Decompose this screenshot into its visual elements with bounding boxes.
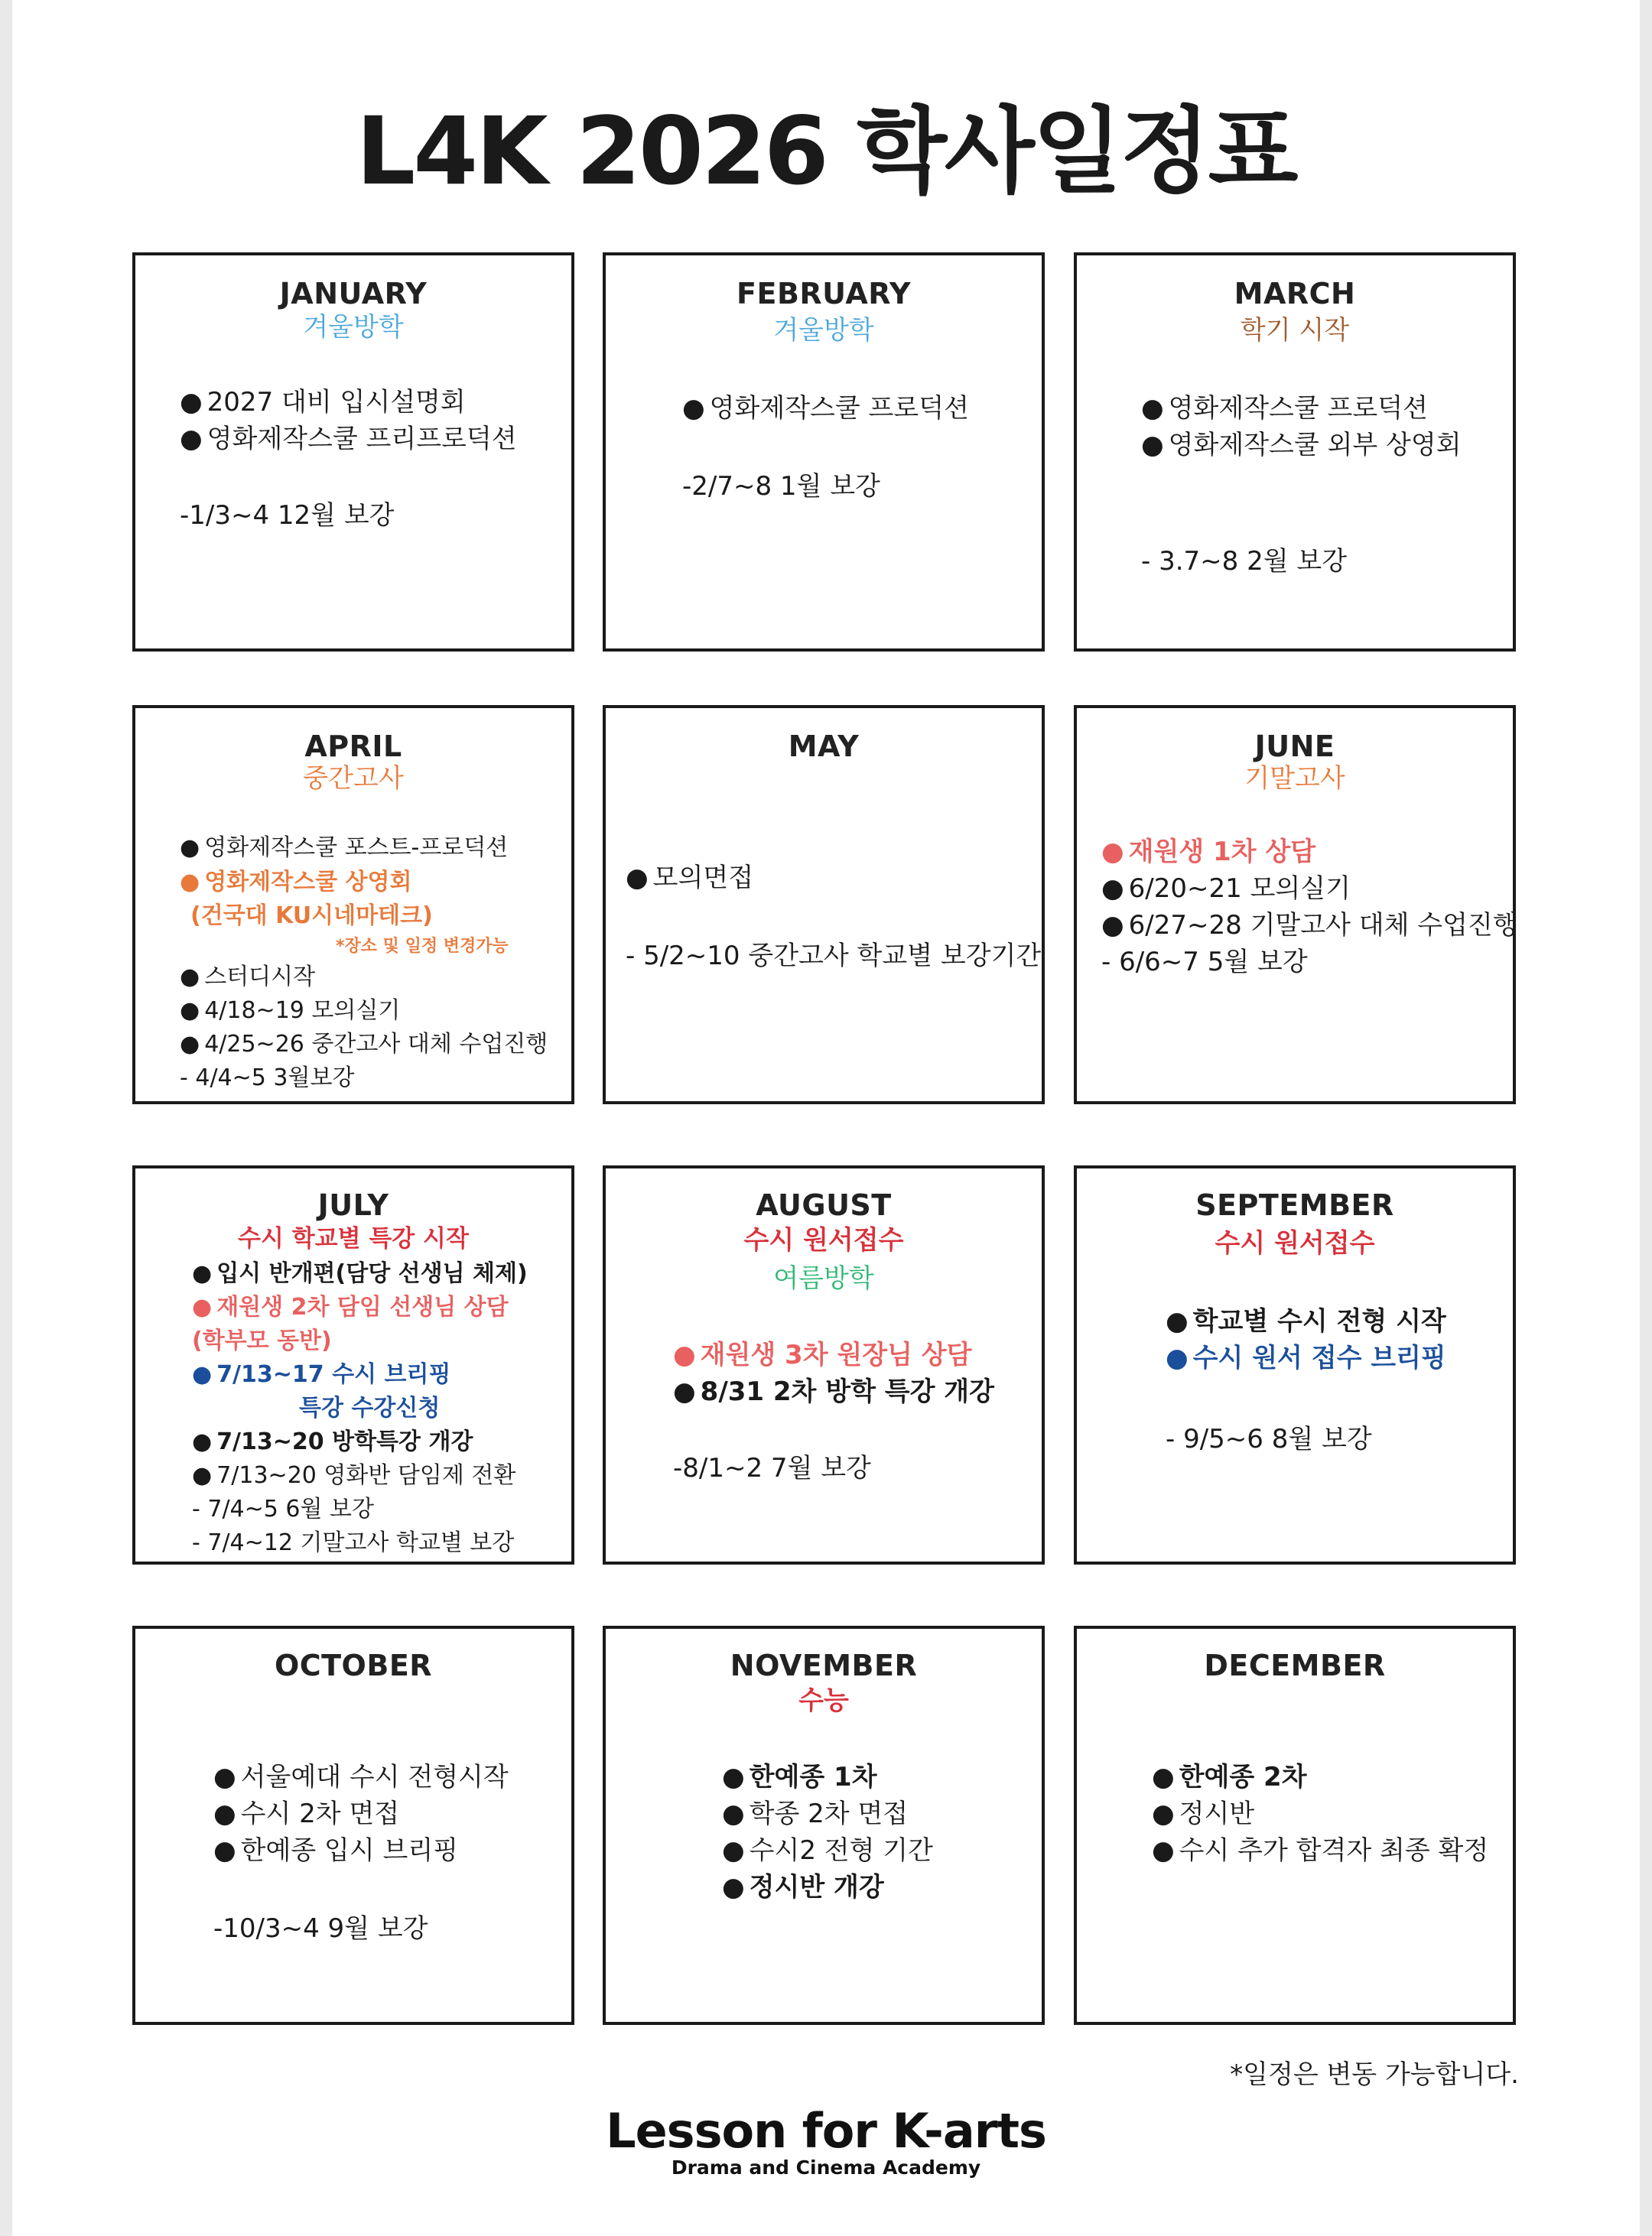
logo-tagline: Drama and Cinema Academy [671,2156,981,2179]
month-name: NOVEMBER [730,1649,918,1682]
bullet-icon: ● [673,1376,696,1407]
bullet-icon: ● [722,1762,745,1792]
list-item: ● 재원생 3차 원장님 상담 [673,1337,994,1373]
list-item: ● 입시 반개편(담당 선생님 체제) [192,1257,528,1291]
bullet-icon: ● [1141,393,1164,424]
list-item: ● 7/13~17 수시 브리핑 [192,1358,528,1392]
venue-change-note: *장소 및 일정 변경가능 [336,937,509,956]
month-name: JUNE [1254,730,1335,763]
bullet-icon: ● [1101,873,1124,904]
bullet-icon: ● [1166,1343,1189,1373]
event-list [1152,1759,1488,1869]
list-item: ● 2027 대비 입시설명회 [180,384,517,421]
list-item: ● 모의면접 [626,860,753,896]
bullet-icon: ● [1152,1835,1175,1866]
list-item: ● 4/25~26 중간고사 대체 수업진행 [180,1028,548,1061]
month-box-february [603,252,1045,652]
bullet-icon: ● [192,1294,213,1321]
month-box-november [603,1626,1045,2025]
list-item: ● 한예종 입시 브리핑 [213,1832,509,1869]
month-box-december [1074,1626,1516,2025]
makeup-note: - 4/4~5 3월보강 [180,1064,355,1091]
month-name: OCTOBER [274,1649,433,1682]
bullet-icon: ● [192,1462,213,1489]
list-item: ● 6/27~28 기말고사 대체 수업진행 [1101,907,1518,944]
month-subtitle: 수능 [798,1685,849,1716]
list-item: ● 재원생 2차 담임 선생님 상담 [192,1291,528,1324]
list-item: (학부모 동반) [192,1328,332,1354]
list-item: ● 영화제작스쿨 프로덕션 [682,390,969,427]
month-box-august [603,1165,1045,1565]
bullet-icon: ● [722,1872,745,1903]
bullet-icon: ● [180,424,203,454]
makeup-note: - 3.7~8 2월 보강 [1141,546,1348,577]
bullet-icon: ● [673,1340,696,1370]
event-list [1141,390,1462,463]
list-item: ● 영화제작스쿨 상영회 [180,866,548,899]
month-name: APRIL [304,730,402,763]
makeup-note: - 7/4~5 6월 보강 [192,1496,374,1523]
month-subtitle: 수시 원서접수 [743,1225,904,1256]
bullet-icon: ● [192,1260,213,1287]
event-list [722,1759,933,1906]
month-subtitle-secondary: 여름방학 [773,1263,874,1294]
list-item: 특강 수강신청 [299,1395,441,1422]
page-title: L4K 2026 학사일정표 [356,97,1296,206]
makeup-note: -8/1~2 7월 보강 [673,1453,871,1484]
list-item: ● 서울예대 수시 전형시작 [213,1759,509,1796]
logo-wordmark: Lesson for K-arts [606,2103,1046,2159]
month-box-october [132,1626,574,2025]
bullet-icon: ● [1101,910,1124,941]
month-subtitle: 학기 시작 [1240,315,1350,346]
list-item: ● 수시2 전형 기간 [722,1832,933,1869]
makeup-note: - 7/4~12 기말고사 학교별 보강 [192,1529,515,1556]
month-box-march [1074,252,1516,652]
list-item: ● 스터디시작 [180,960,548,994]
bullet-icon: ● [192,1428,213,1455]
event-list [1166,1303,1446,1376]
bullet-icon: ● [1101,837,1124,867]
bullet-icon: ● [180,997,200,1024]
month-box-january [132,252,574,652]
makeup-note: -1/3~4 12월 보강 [180,500,395,531]
month-name: SEPTEMBER [1195,1188,1394,1222]
month-subtitle: 기말고사 [1244,763,1345,794]
list-item: ● 영화제작스쿨 포스트-프로덕션 [180,830,548,866]
month-box-july [132,1165,574,1565]
month-name: JANUARY [279,277,428,310]
bullet-icon: ● [192,1361,213,1388]
makeup-note: - 9/5~6 8월 보강 [1166,1424,1372,1454]
bullet-icon: ● [180,869,200,895]
list-item: ● 한예종 1차 [722,1759,933,1796]
month-name: MAY [788,730,860,763]
bullet-icon: ● [682,393,705,424]
event-list [180,830,548,1095]
list-item: ● 4/18~19 모의실기 [180,994,548,1028]
list-item: ● 영화제작스쿨 프로덕션 [1141,390,1462,427]
makeup-note: - 6/6~7 5월 보강 [1101,947,1308,977]
bullet-icon: ● [213,1835,236,1866]
list-item: ● 7/13~20 방학특강 개강 [192,1425,528,1459]
makeup-note: -10/3~4 9월 보강 [213,1913,428,1944]
event-list [673,1337,994,1410]
bullet-icon: ● [626,863,649,893]
list-item: ● 정시반 개강 [722,1869,933,1906]
month-subtitle: 중간고사 [303,763,404,794]
list-item: ● 학종 2차 면접 [722,1796,933,1832]
month-box-april [132,705,574,1104]
month-subtitle: 겨울방학 [303,312,404,343]
month-subtitle: 수시 학교별 특강 시작 [238,1225,469,1253]
list-item: ● 한예종 2차 [1152,1759,1488,1796]
bullet-icon: ● [213,1799,236,1829]
bullet-icon: ● [213,1762,236,1792]
month-name: JULY [317,1188,389,1222]
bullet-icon: ● [1152,1762,1175,1792]
month-box-september [1074,1165,1516,1565]
month-subtitle: 겨울방학 [773,315,874,346]
list-item: ● 7/13~20 영화반 담임제 전환 [192,1459,528,1493]
list-item: ● 수시 원서 접수 브리핑 [1166,1340,1446,1376]
bullet-icon: ● [180,964,200,990]
event-list [626,860,753,896]
month-name: FEBRUARY [737,277,911,310]
list-item: (건국대 KU시네마테크) [190,902,433,929]
month-name: MARCH [1234,277,1356,310]
event-list [682,390,969,427]
event-list [1101,834,1518,980]
makeup-note: - 5/2~10 중간고사 학교별 보강기간 [626,941,1042,971]
month-subtitle: 수시 원서접수 [1215,1228,1375,1259]
makeup-note: -2/7~8 1월 보강 [682,471,880,502]
list-item: ● 영화제작스쿨 외부 상영회 [1141,427,1462,463]
schedule-change-footnote: *일정은 변동 가능합니다. [1230,2059,1519,2090]
bullet-icon: ● [180,834,200,861]
bullet-icon: ● [722,1835,745,1866]
bullet-icon: ● [722,1799,745,1829]
bullet-icon: ● [180,1031,200,1058]
list-item: ● 6/20~21 모의실기 [1101,870,1518,907]
list-item: ● 수시 추가 합격자 최종 확정 [1152,1832,1488,1869]
bullet-icon: ● [180,387,203,418]
list-item: ● 8/31 2차 방학 특강 개강 [673,1373,994,1410]
month-box-june [1074,705,1516,1104]
month-box-may [603,705,1045,1104]
bullet-icon: ● [1152,1799,1175,1829]
academy-logo [0,2104,1652,2179]
bullet-icon: ● [1141,430,1164,460]
list-item: ● 수시 2차 면접 [213,1796,509,1832]
event-list [192,1257,528,1560]
month-name: DECEMBER [1204,1649,1386,1682]
bullet-icon: ● [1166,1306,1189,1337]
list-item: ● 정시반 [1152,1796,1488,1832]
month-name: AUGUST [756,1188,892,1222]
list-item: ● 학교별 수시 전형 시작 [1166,1303,1446,1340]
list-item: ● 재원생 1차 상담 [1101,834,1518,870]
list-item: ● 영화제작스쿨 프리프로덕션 [180,421,517,457]
event-list [213,1759,509,1869]
event-list [180,384,517,457]
